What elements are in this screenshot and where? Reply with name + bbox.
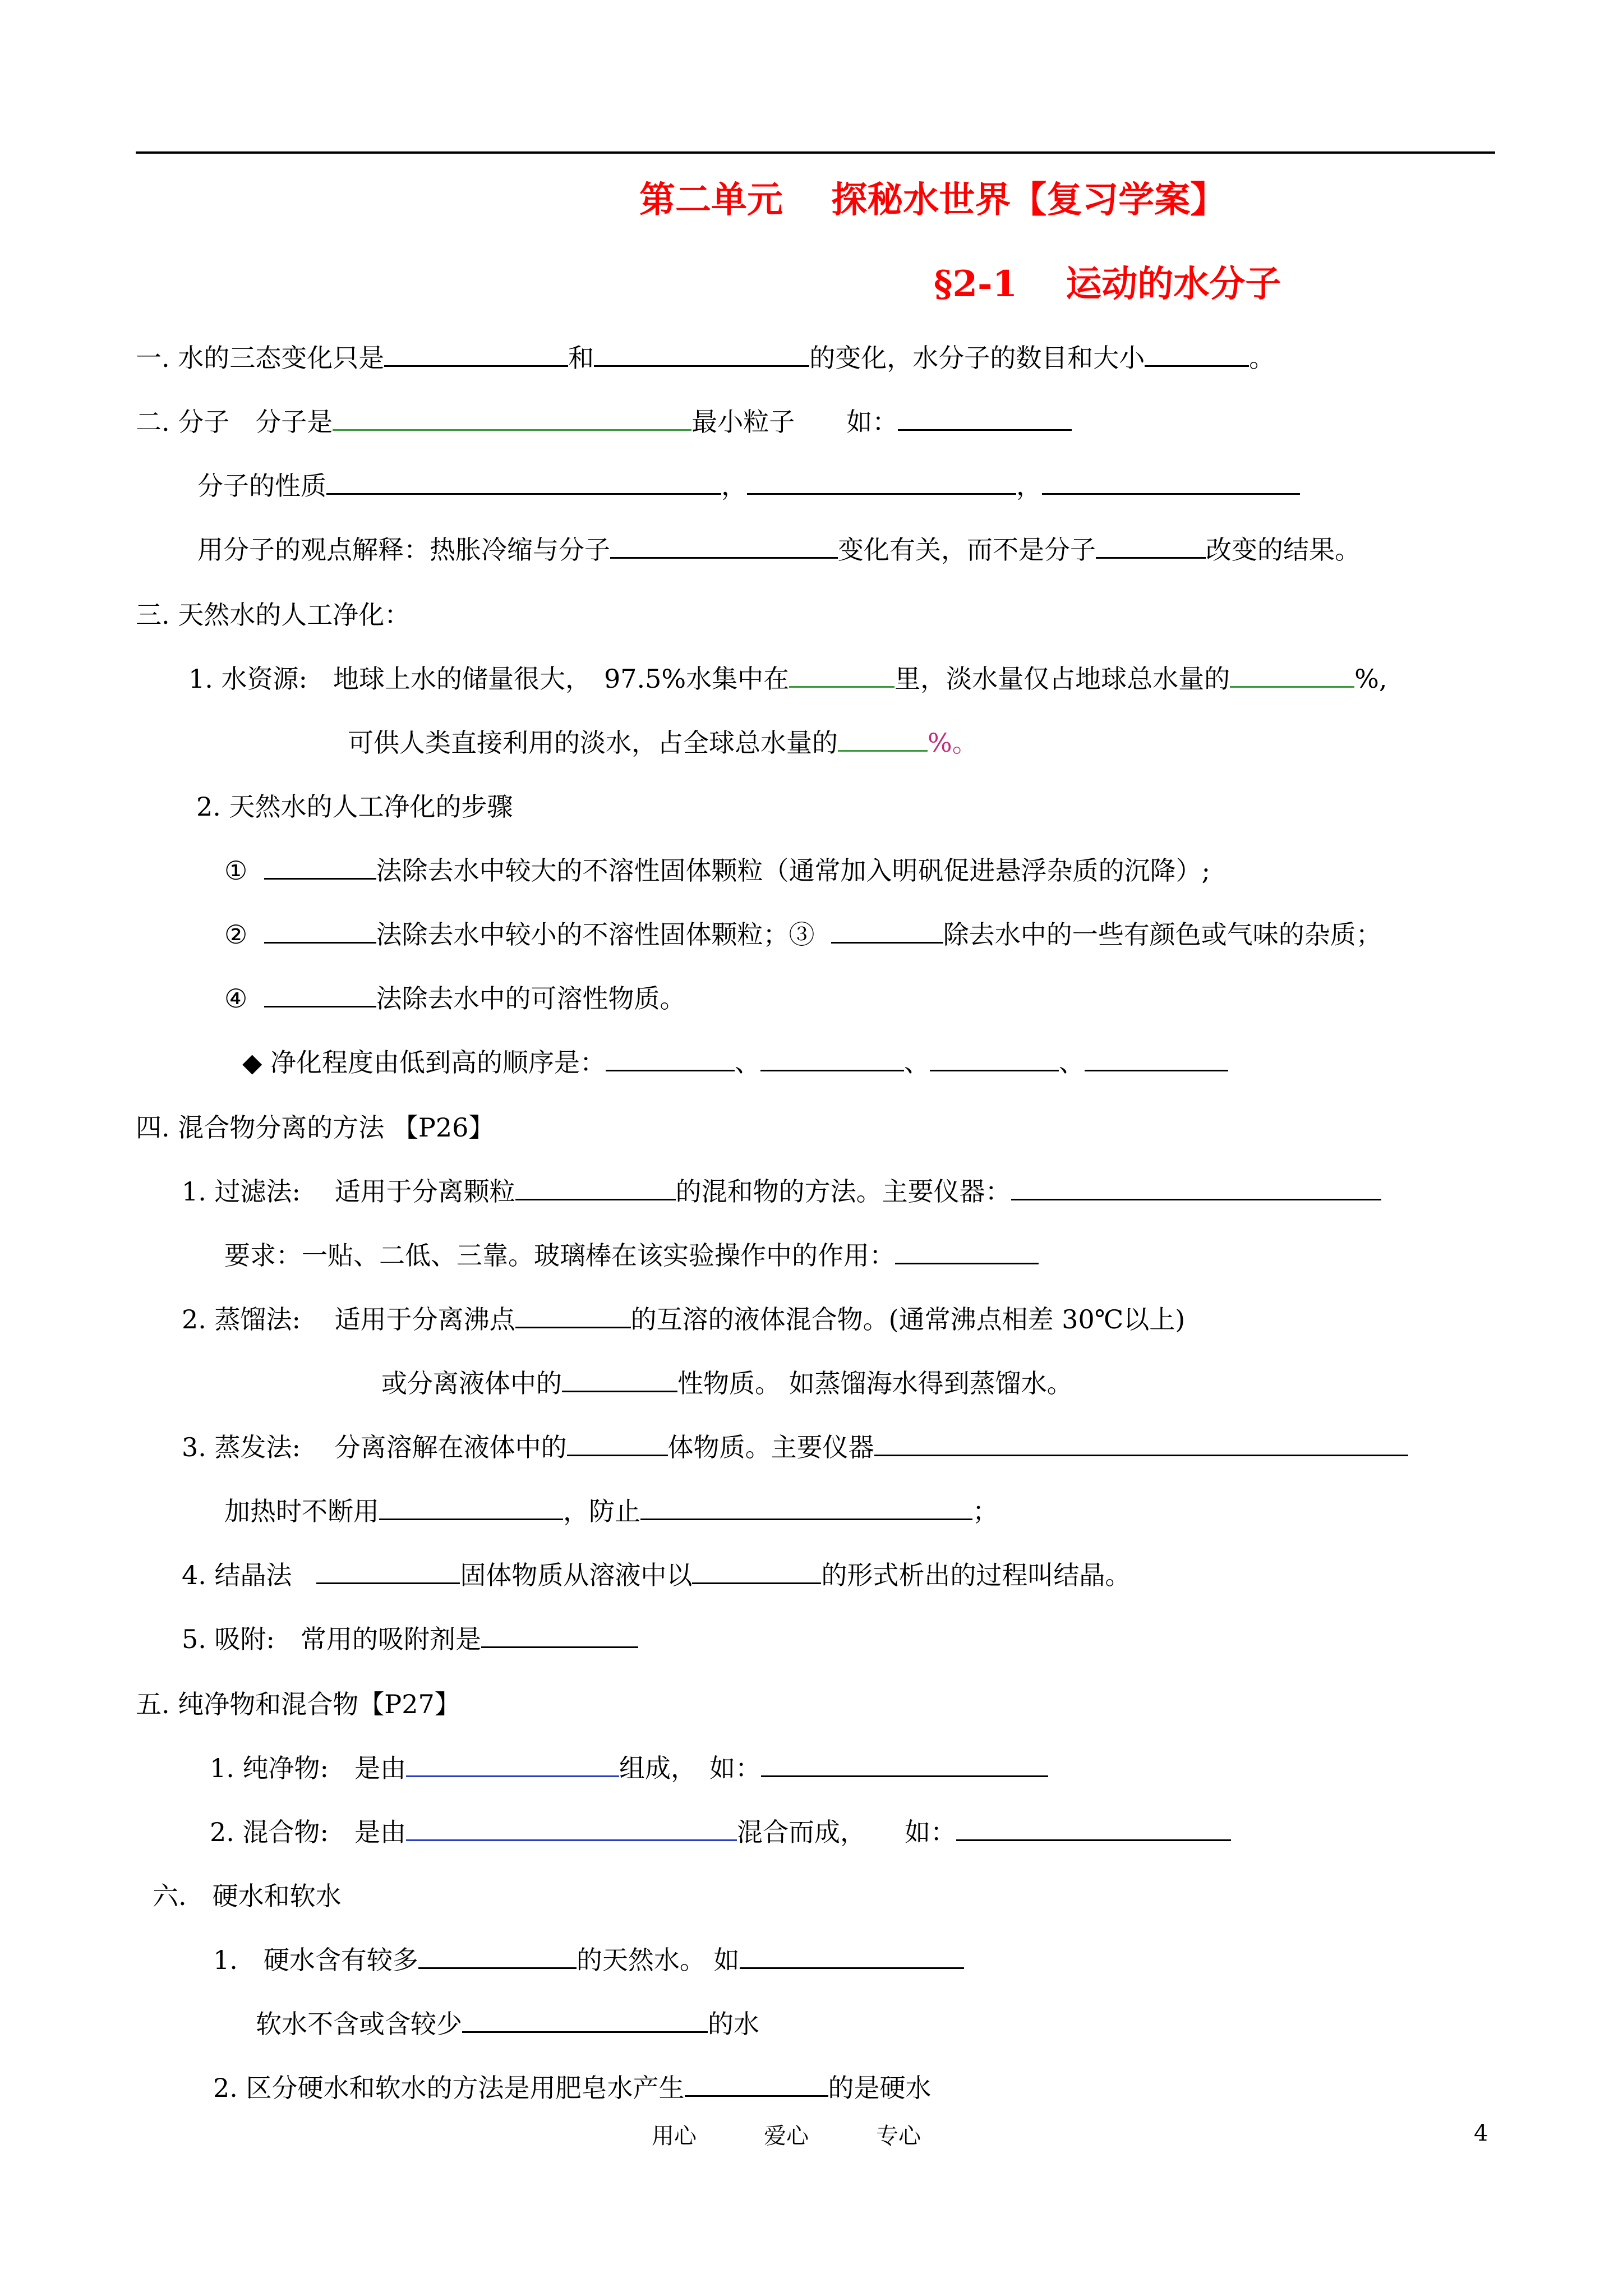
page-number: 4 [1474, 2120, 1488, 2146]
blank[interactable] [562, 1386, 677, 1392]
footer-text-1: 用心 [652, 2123, 697, 2149]
line-2: 二. 分子 分子是 最小粒子 如： [136, 405, 1072, 439]
line-14: 1. 过滤法: 适用于分离颗粒 的混和物的方法。主要仪器： [182, 1175, 1381, 1208]
blank[interactable] [406, 1771, 619, 1777]
blank[interactable] [594, 361, 809, 367]
blank[interactable] [761, 1771, 1048, 1777]
line-18: 3. 蒸发法: 分离溶解在液体中的 体物质。主要仪器 [182, 1430, 1408, 1464]
line-5: 三. 天然水的人工净化： [136, 600, 411, 630]
blank[interactable] [760, 1065, 904, 1071]
blank[interactable] [418, 1963, 577, 1969]
unit-title: 第二单元 探秘水世界【复习学案】 [639, 179, 1227, 221]
line-3: 分子的性质 ， ， [197, 469, 1300, 503]
line-1: 一. 水的三态变化只是 和 的变化，水分子的数目和大小 。 [136, 343, 1275, 373]
line-22: 五. 纯净物和混合物【P27】 [136, 1689, 460, 1719]
blank[interactable] [930, 1065, 1059, 1071]
line-13: 四. 混合物分离的方法 【P26】 [136, 1112, 495, 1143]
blank[interactable] [1230, 682, 1354, 688]
blank[interactable] [264, 937, 376, 944]
line-21: 5. 吸附: 常用的吸附剂是 [182, 1622, 638, 1656]
line-27: 软水不含或含较少 的水 [256, 2009, 759, 2039]
line-11: ④ 法除去水中的可溶性物质。 [224, 983, 686, 1014]
blank[interactable] [1145, 361, 1249, 367]
blank[interactable] [1085, 1065, 1228, 1071]
blank[interactable] [1096, 553, 1206, 559]
line-16: 2. 蒸馏法: 适用于分离沸点 的互溶的液体混合物。(通常沸点相差 30℃以上) [182, 1304, 1186, 1335]
blank[interactable] [747, 489, 1016, 495]
blank[interactable] [264, 1001, 376, 1007]
line-26: 1. 硬水含有较多 的天然水。 如 [213, 1943, 964, 1977]
blank[interactable] [685, 2091, 828, 2097]
blank[interactable] [831, 937, 943, 944]
blank[interactable] [610, 553, 838, 559]
blank[interactable] [316, 1578, 460, 1584]
blank[interactable] [406, 1835, 737, 1841]
blank[interactable] [1042, 489, 1300, 495]
blank[interactable] [740, 1963, 964, 1969]
line-12: ◆ 净化程度由低到高的顺序是： 、 、 、 [242, 1046, 1228, 1079]
blank[interactable] [333, 425, 691, 431]
line-24: 2. 混合物: 是由 混合而成， 如： [210, 1815, 1231, 1849]
header-rule [136, 151, 1495, 154]
line-7: 可供人类直接利用的淡水，占全球总水量的 %。 [348, 728, 978, 758]
blank[interactable] [515, 1194, 676, 1200]
blank[interactable] [838, 746, 928, 752]
blank[interactable] [264, 873, 376, 880]
line-9: ① 法除去水中较大的不溶性固体颗粒（通常加入明矾促进悬浮杂质的沉降）; [224, 855, 1210, 886]
line-10: ② 法除去水中较小的不溶性固体颗粒；③ 除去水中的一些有颜色或气味的杂质； [224, 919, 1382, 950]
blank[interactable] [895, 1258, 1039, 1264]
footer-text-2: 爱心 [764, 2123, 809, 2149]
line-17: 或分离液体中的 性物质。 如蒸馏海水得到蒸馏水。 [381, 1368, 1073, 1398]
blank[interactable] [515, 1322, 631, 1328]
line-8: 2. 天然水的人工净化的步骤 [196, 792, 513, 822]
line-28: 2. 区分硬水和软水的方法是用肥皂水产生 的是硬水 [213, 2073, 932, 2103]
section-title: §2-1 运动的水分子 [934, 263, 1281, 305]
blank[interactable] [640, 1514, 972, 1520]
blank[interactable] [898, 425, 1072, 431]
blank[interactable] [379, 1514, 563, 1520]
blank[interactable] [1011, 1194, 1381, 1200]
line-25: 六. 硬水和软水 [153, 1881, 342, 1911]
blank[interactable] [567, 1450, 668, 1456]
blank[interactable] [606, 1065, 735, 1071]
blank[interactable] [481, 1642, 638, 1648]
blank[interactable] [789, 682, 895, 688]
line-6: 1. 水资源: 地球上水的储量很大， 97.5%水集中在 里，淡水量仅占地球总水量的 %, [188, 664, 1387, 694]
line-20: 4. 结晶法 固体物质从溶液中以 的形式析出的过程叫结晶。 [182, 1560, 1131, 1590]
blank[interactable] [956, 1835, 1231, 1841]
blank[interactable] [384, 361, 568, 367]
blank[interactable] [326, 489, 721, 495]
line-4: 用分子的观点解释：热胀冷缩与分子 变化有关，而不是分子 改变的结果。 [197, 535, 1361, 565]
line-15: 要求：一贴、二低、三靠。玻璃棒在该实验操作中的作用： [224, 1239, 1039, 1272]
blank[interactable] [692, 1578, 821, 1584]
line-23: 1. 纯净物: 是由 组成， 如： [210, 1751, 1048, 1785]
blank[interactable] [462, 2027, 708, 2033]
blank[interactable] [874, 1450, 1408, 1456]
footer-text-3: 专心 [876, 2123, 921, 2149]
line-19: 加热时不断用 ，防止 ； [224, 1496, 998, 1526]
